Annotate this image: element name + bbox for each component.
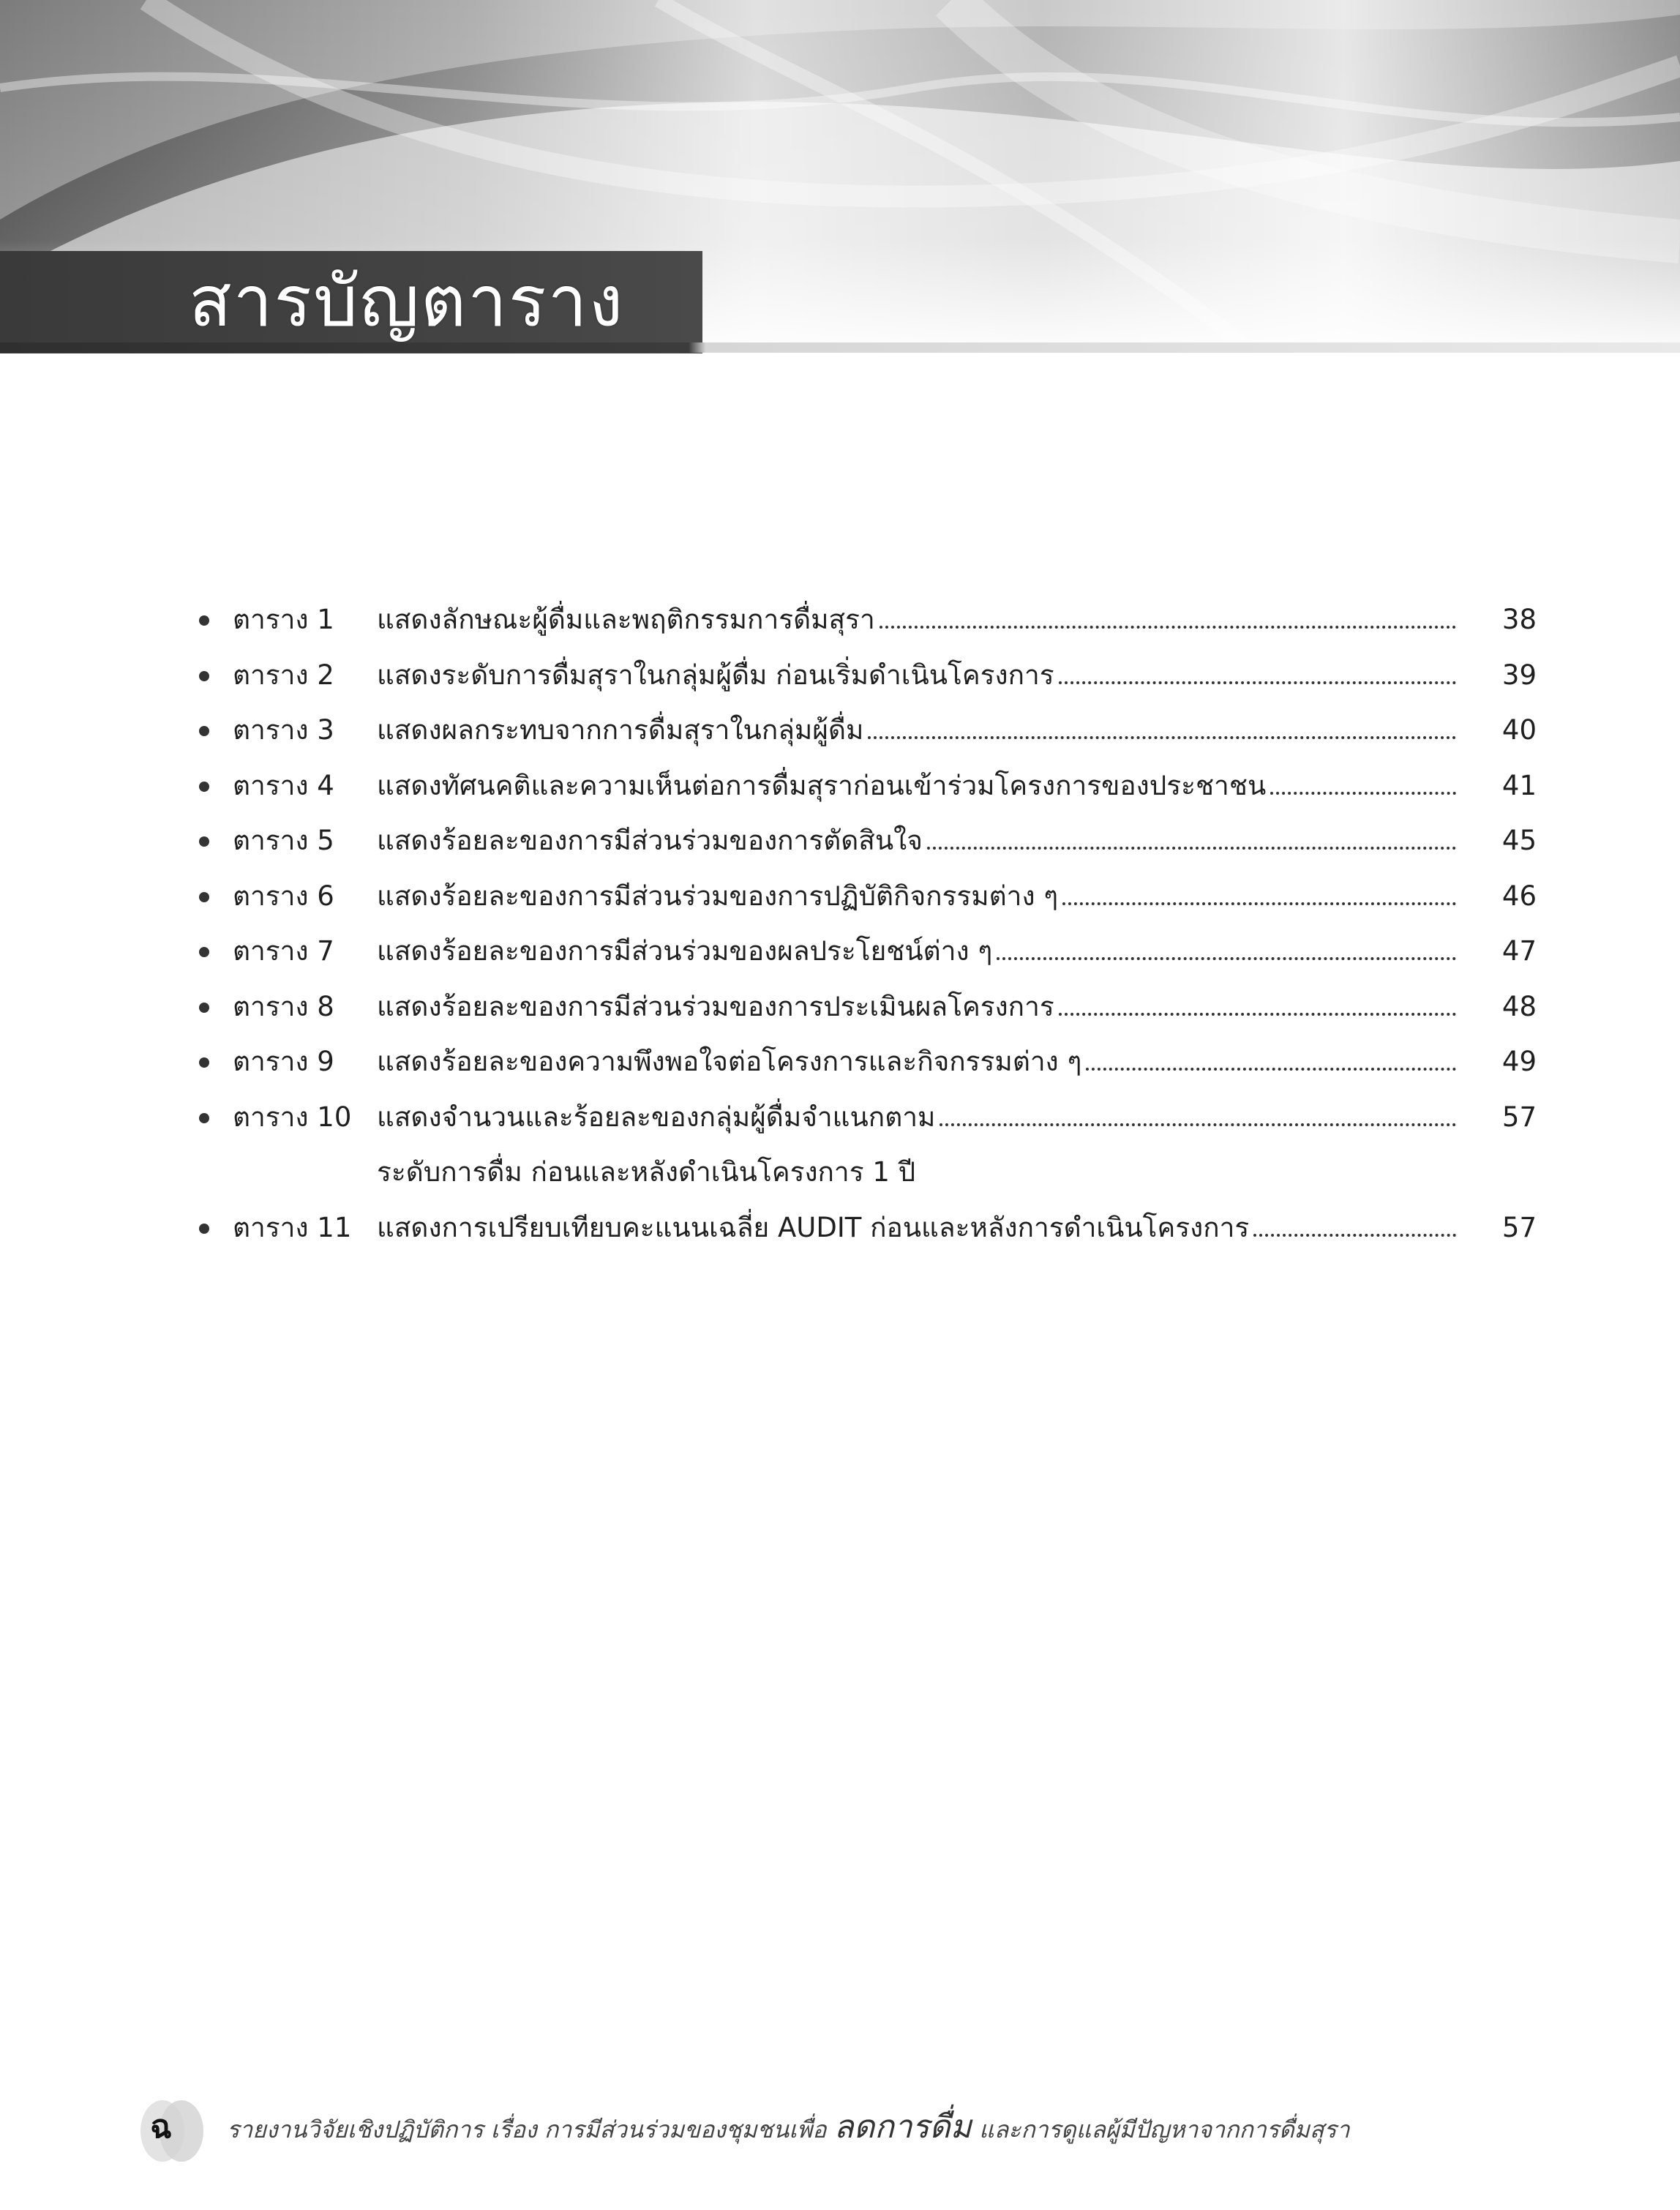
- footer-text-emphasis: ลดการดื่ม: [833, 2108, 972, 2146]
- toc-entry-line: [377, 815, 1456, 866]
- toc-entry-label: ตาราง 3: [233, 714, 334, 746]
- bullet-icon: [199, 836, 209, 847]
- toc-entry[interactable]: [0, 705, 1680, 756]
- toc-entry-title: แสดงการเปรียบเทียบคะแนนเฉลี่ย AUDIT ก่อนและหลังการดำเนินโครงการ: [377, 1212, 1250, 1243]
- toc-entry-page-number: 38: [1501, 604, 1537, 635]
- dot-leader: [927, 844, 1456, 850]
- bullet-icon: [199, 1003, 209, 1013]
- toc-entry-page-number: 48: [1501, 991, 1537, 1022]
- bullet-icon: [199, 615, 209, 626]
- title-underline: [0, 342, 1680, 353]
- toc-entry-label: ตาราง 9: [233, 1046, 334, 1077]
- toc-entry-label: ตาราง 6: [233, 880, 334, 912]
- toc-entry-label: ตาราง 4: [233, 770, 334, 801]
- toc-entry[interactable]: [0, 1092, 1680, 1143]
- dot-leader: [1062, 899, 1456, 905]
- toc-entry-label: ตาราง 11: [233, 1212, 352, 1243]
- toc-entry-page-number: 57: [1501, 1101, 1537, 1133]
- toc-entry[interactable]: [0, 1202, 1680, 1254]
- toc-entry[interactable]: [0, 815, 1680, 866]
- bullet-icon: [199, 671, 209, 681]
- toc-entry-page-number: 39: [1501, 659, 1537, 691]
- toc-entry[interactable]: [0, 871, 1680, 922]
- toc-entry-line: [377, 1092, 1456, 1143]
- toc-entry-title: แสดงร้อยละของการมีส่วนร่วมของผลประโยชน์ต่าง ๆ: [377, 935, 993, 967]
- bullet-icon: [199, 1057, 209, 1068]
- toc-entry-title: แสดงร้อยละของการมีส่วนร่วมของการปฏิบัติกิจกรรมต่าง ๆ: [377, 880, 1059, 912]
- toc-entry[interactable]: [0, 594, 1680, 645]
- toc-entry-title: แสดงร้อยละของการมีส่วนร่วมของการตัดสินใจ: [377, 825, 923, 856]
- dot-leader: [1270, 789, 1456, 795]
- toc-entry[interactable]: [0, 760, 1680, 812]
- bullet-icon: [199, 1224, 209, 1234]
- bullet-icon: [199, 947, 209, 957]
- toc-entry-page-number: 41: [1501, 770, 1537, 801]
- toc-entry-line: [377, 1202, 1456, 1254]
- toc-entry[interactable]: [0, 981, 1680, 1033]
- toc-entry-page-number: 57: [1501, 1212, 1537, 1243]
- toc-entry-line: [377, 650, 1456, 701]
- toc-entry[interactable]: [0, 926, 1680, 977]
- dot-leader: [868, 733, 1456, 739]
- bullet-icon: [199, 1113, 209, 1123]
- bullet-icon: [199, 892, 209, 902]
- toc-entry-label: ตาราง 10: [233, 1101, 352, 1133]
- dot-leader: [997, 954, 1456, 960]
- toc-entry-line: [377, 760, 1456, 812]
- toc-entry-label: ตาราง 7: [233, 935, 334, 967]
- toc-entry-page-number: 45: [1501, 825, 1537, 856]
- toc-entry-title: แสดงทัศนคติและความเห็นต่อการดื่มสุราก่อนเข้าร่วมโครงการของประชาชน: [377, 770, 1267, 801]
- bullet-icon: [199, 782, 209, 792]
- toc-entry-page-number: 47: [1501, 935, 1537, 967]
- toc-entry-title: แสดงร้อยละของการมีส่วนร่วมของการประเมินผลโครงการ: [377, 991, 1054, 1022]
- page-title: สารบัญตาราง: [189, 261, 625, 342]
- dot-leader: [940, 1120, 1456, 1126]
- dot-leader: [1086, 1065, 1456, 1071]
- toc-entry-page-number: 49: [1501, 1046, 1537, 1077]
- toc-entry-page-number: 46: [1501, 880, 1537, 912]
- toc-entry-title: แสดงลักษณะผู้ดื่มและพฤติกรรมการดื่มสุรา: [377, 604, 875, 635]
- dot-leader: [1059, 1010, 1456, 1016]
- dot-leader: [1059, 678, 1456, 684]
- toc-entry-line: [377, 981, 1456, 1033]
- footer-text-after: และการดูแลผู้มีปัญหาจากการดื่มสุรา: [978, 2116, 1350, 2143]
- toc-entry-page-number: 40: [1501, 714, 1537, 746]
- toc-entry-line: [377, 871, 1456, 922]
- toc-entry-label: ตาราง 5: [233, 825, 334, 856]
- toc-entry-title: แสดงผลกระทบจากการดื่มสุราในกลุ่มผู้ดื่ม: [377, 714, 864, 746]
- toc-entry-label: ตาราง 2: [233, 659, 334, 691]
- toc-entry-line: [377, 705, 1456, 756]
- toc-entry-label: ตาราง 8: [233, 991, 334, 1022]
- page-number: ฉ: [150, 2108, 172, 2146]
- footer-running-title: [227, 2105, 1350, 2151]
- dot-leader: [1253, 1231, 1456, 1237]
- toc-entry-title: แสดงระดับการดื่มสุราในกลุ่มผู้ดื่ม ก่อนเริ่มดำเนินโครงการ: [377, 659, 1054, 691]
- dot-leader: [880, 623, 1456, 629]
- toc-entry-label: ตาราง 1: [233, 604, 334, 635]
- toc-entry-line: [377, 594, 1456, 645]
- toc-entry-title-continuation: ระดับการดื่ม ก่อนและหลังดำเนินโครงการ 1 ปี: [377, 1156, 916, 1188]
- toc-entry[interactable]: [0, 650, 1680, 701]
- toc-entry-title: แสดงจำนวนและร้อยละของกลุ่มผู้ดื่มจำแนกตาม: [377, 1101, 936, 1133]
- toc-entry[interactable]: [0, 1036, 1680, 1087]
- toc-entry-line: [377, 1036, 1456, 1087]
- toc-entry-title: แสดงร้อยละของความพึงพอใจต่อโครงการและกิจกรรมต่าง ๆ: [377, 1046, 1082, 1077]
- toc-entry-line: [377, 926, 1456, 977]
- bullet-icon: [199, 726, 209, 736]
- footer-text-before: รายงานวิจัยเชิงปฏิบัติการ เรื่อง การมีส่วนร่วมของชุมชนเพื่อ: [227, 2116, 827, 2143]
